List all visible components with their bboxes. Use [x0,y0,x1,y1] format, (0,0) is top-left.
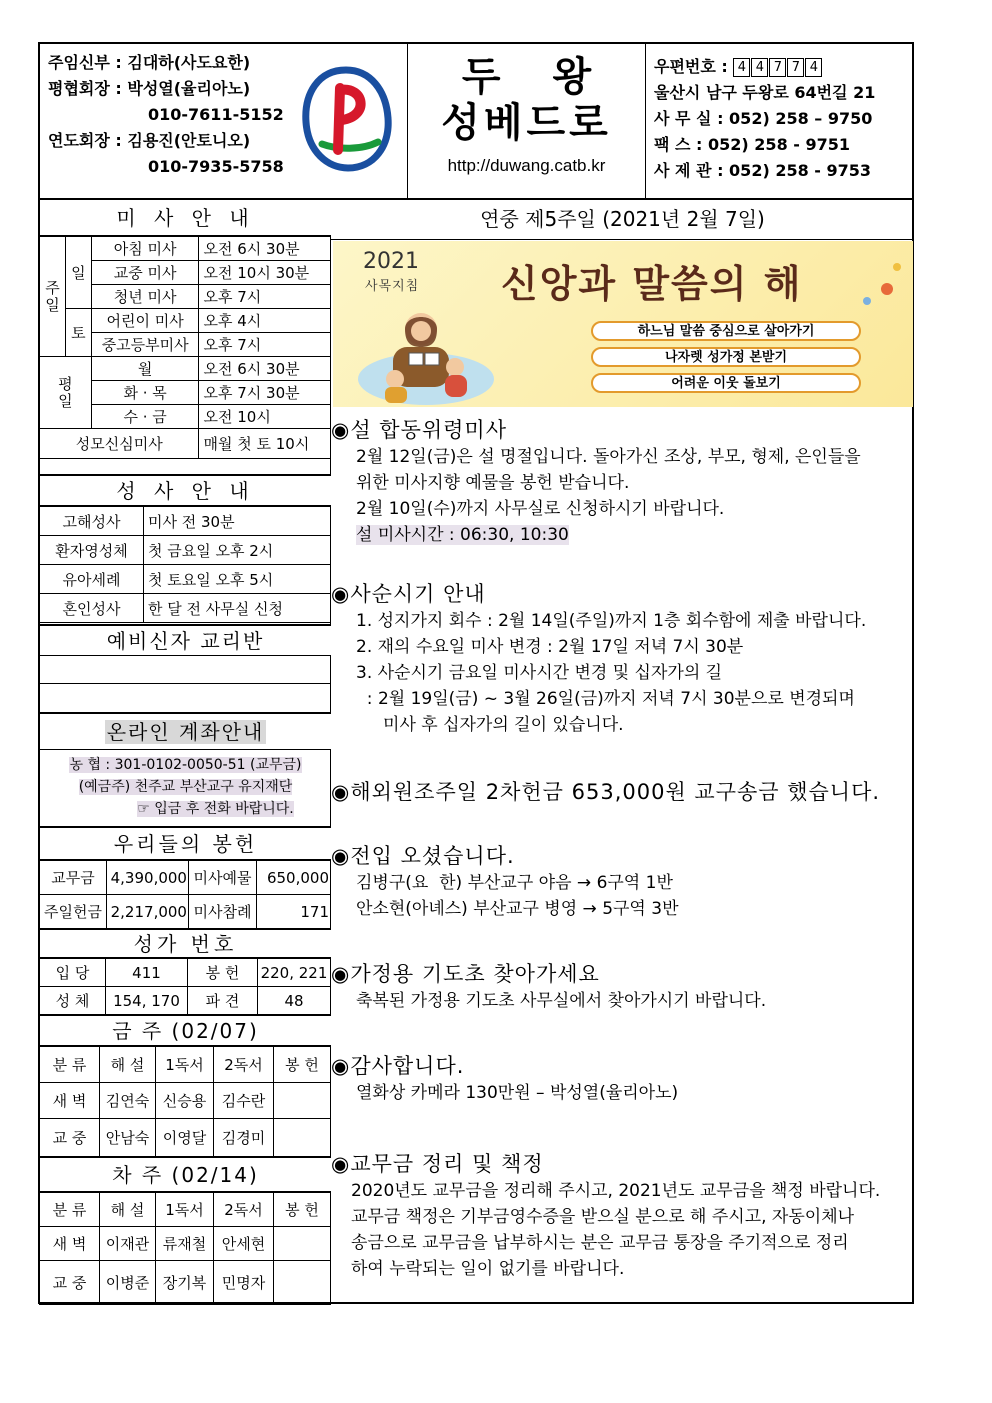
hymns-table [39,958,331,1015]
notice-new-members [331,842,914,922]
sacrament-info: 미사 전 30분 [144,507,331,536]
roster-header: 해 설 [100,1193,156,1227]
roster-cell [274,1227,331,1261]
roster-cell: 김경미 [214,1119,274,1157]
this-week-table [39,1046,331,1157]
offering-label: 미사예물 [188,861,256,895]
hymn-label: 봉 헌 [188,959,258,987]
notice-line: 위한 미사지향 예물을 봉헌 받습니다. [356,473,630,493]
yeondo-phone: 010-7935-5758 [148,157,284,176]
notice-highlight: 설 미사시간 : 06:30, 10:30 [356,525,569,545]
account-title-box [40,712,331,750]
notice-line: 2. 재의 수요일 미사 변경 : 2월 17일 저녁 7시 30분 [356,637,744,657]
notice-line: 3. 사순시기 금요일 미사시간 변경 및 십자가의 길 [356,663,723,683]
sacrament-name: 고해성사 [40,507,144,536]
roster-cell: 이재관 [100,1227,156,1261]
hymn-label: 입 당 [40,959,106,987]
sacraments-table [39,506,331,623]
sacrament-info: 첫 토요일 오후 5시 [144,565,331,594]
roster-header: 분 류 [40,1047,100,1083]
bulletin-sheet [38,42,914,1304]
roster-header: 봉 헌 [274,1193,331,1227]
offering-value: 171 [256,895,330,929]
right-column [331,198,914,1304]
catechumen-title: 예비신자 교리반 [40,624,331,656]
notice-title: ◉해외원조주일 2차헌금 653,000원 교구송금 했습니다. [331,780,881,804]
next-week-table [39,1192,331,1305]
offering-table [39,860,331,929]
mass-time: 오후 7시 30분 [199,381,331,405]
roster-cell: 안남숙 [100,1119,156,1157]
sunday-title: 연중 제5주일 (2021년 2월 7일) [331,200,914,240]
roster-header: 1독서 [156,1193,214,1227]
postal-label: 우편번호 : [654,57,728,76]
roster-cell [274,1083,331,1119]
left-column [40,198,331,1304]
banner-item: 어려운 이웃 돌보기 [591,373,861,393]
notice-title: ◉교무금 정리 및 책정 [331,1152,544,1176]
roster-cell: 안세현 [214,1227,274,1261]
mass-name: 화 · 목 [91,381,199,405]
offering-label: 교무금 [40,861,107,895]
notice-line: 하여 누락되는 일이 없기를 바랍니다. [351,1259,625,1279]
notice-overseas-aid [331,778,914,806]
roster-cell: 김수란 [214,1083,274,1119]
notice-line: 축복된 가정용 기도초 사무실에서 찾아가시기 바랍니다. [356,991,767,1011]
heart-mass-name: 성모신심미사 [40,429,199,459]
offering-label: 미사참례 [188,895,256,929]
header-contacts [40,44,408,198]
postal-digit: 7 [769,58,786,77]
notice-line: 2월 10일(수)까지 사무실로 신청하시기 바랍니다. [356,499,725,519]
heart-mass-time: 매월 첫 토 10시 [199,429,331,459]
banner-dot [863,297,871,305]
roster-cell: 새 벽 [40,1227,100,1261]
roster-cell: 교 중 [40,1119,100,1157]
roster-cell: 장기복 [156,1261,214,1305]
mass-name: 어린이 미사 [91,309,199,333]
notice-line: : 2월 19일(금) ~ 3월 26일(금)까지 저녁 7시 30분으로 변경되며 [356,689,855,709]
roster-cell: 류재철 [156,1227,214,1261]
roster-cell: 민명자 [214,1261,274,1305]
roster-cell: 이병준 [100,1261,156,1305]
fax-number: 팩 스 : 052) 258 - 9751 [654,135,851,154]
hymn-number: 411 [106,959,188,987]
pastor-line: 주임신부 : 김대하(사도요한) [48,53,251,72]
mass-name: 중고등부미사 [91,333,199,357]
mass-table [39,236,331,459]
notice-lunar-newyear [331,416,914,548]
mass-title: 미 사 안 내 [40,198,331,236]
mass-time: 오전 10시 30분 [199,261,331,285]
notice-title: ◉설 합동위령미사 [331,418,508,442]
roster-header: 2독서 [214,1193,274,1227]
postal-digit: 4 [733,58,750,77]
mass-name: 청년 미사 [91,285,199,309]
notice-dues [331,1150,914,1282]
roster-header: 해 설 [100,1047,156,1083]
banner-subtitle: 사목지침 [365,279,420,294]
roster-cell: 이영달 [156,1119,214,1157]
offering-value: 650,000 [256,861,330,895]
hymn-label: 파 견 [188,987,258,1015]
parish-logo-icon [298,64,394,176]
mass-name: 교중 미사 [91,261,199,285]
postal-digit: 4 [751,58,768,77]
notice-line: 2020년도 교무금을 정리해 주시고, 2021년도 교무금을 책정 바랍니다. [351,1181,881,1201]
sacraments-title: 성 사 안 내 [40,474,331,506]
roster-header: 봉 헌 [274,1047,331,1083]
roster-cell [274,1119,331,1157]
mass-time: 오후 7시 [199,333,331,357]
roster-header: 분 류 [40,1193,100,1227]
roster-cell [274,1261,331,1305]
notice-line: 미사 후 십자가의 길이 있습니다. [356,715,624,735]
catechumen-row-empty [40,656,331,684]
banner-item: 나자렛 성가정 본받기 [591,347,861,367]
postal-code-row [654,54,914,80]
pastoral-banner [333,241,913,407]
parish-title-line2: 성베드로 [441,100,612,146]
account-info [40,750,331,826]
notice-line: 교무금 책정은 기부금영수증을 받으실 분으로 해 주시고, 자동이체나 [351,1207,855,1227]
sacrament-name: 유아세례 [40,565,144,594]
banner-item: 하느님 말씀 중심으로 살아가기 [591,321,861,341]
notice-thanks [331,1052,914,1106]
council-phone: 010-7611-5152 [148,105,284,124]
offering-value: 4,390,000 [106,861,188,895]
rectory-phone: 사 제 관 : 052) 258 - 9753 [654,161,872,180]
notice-title: ◉가정용 기도초 찾아가세요 [331,962,600,986]
yeondo-chair-line: 연도회장 : 김용진(안토니오) [48,131,251,150]
offering-title: 우리들의 봉헌 [40,826,331,860]
mass-time: 오후 7시 [199,285,331,309]
day-label: 일 [65,237,91,309]
roster-header: 1독서 [156,1047,214,1083]
roster-cell: 김연숙 [100,1083,156,1119]
notice-line: 1. 성지가지 회수 : 2월 14일(주일)까지 1층 회수함에 제출 바랍니다. [356,611,867,631]
roster-cell: 교 중 [40,1261,100,1305]
catechumen-row-empty [40,684,331,712]
mass-time: 오전 6시 30분 [199,237,331,261]
offering-label: 주일헌금 [40,895,107,929]
notice-title: ◉사순시기 안내 [331,582,486,606]
banner-dot [881,283,893,295]
notice-title: ◉감사합니다. [331,1054,465,1078]
roster-header: 2독서 [214,1047,274,1083]
roster-cell: 신승용 [156,1083,214,1119]
postal-digit: 4 [805,58,822,77]
next-week-title: 차 주 (02/14) [40,1156,331,1192]
sacrament-name: 혼인성사 [40,594,144,623]
mass-time: 오후 4시 [199,309,331,333]
hymn-number: 154, 170 [106,987,188,1015]
mass-name: 아침 미사 [91,237,199,261]
account-title: 온라인 계좌안내 [106,720,265,744]
hymns-title: 성가 번호 [40,928,331,958]
council-chair-line: 평협회장 : 박성열(율리아노) [48,79,251,98]
sacrament-info: 첫 금요일 오후 2시 [144,536,331,565]
banner-year: 2021 [363,249,419,274]
sunday-label: 주일 [40,237,66,357]
mass-name: 월 [91,357,199,381]
notice-line: 열화상 카메라 130만원 – 박성열(율리아노) [356,1083,679,1103]
weekday-label: 평일 [40,357,92,429]
this-week-title: 금 주 (02/07) [40,1014,331,1046]
hymn-number: 220, 221 [258,959,331,987]
notice-lent [331,580,914,738]
notice-line: 송금으로 교무금을 납부하시는 분은 교무금 통장을 주기적으로 정리 [351,1233,849,1253]
sacrament-name: 환자영성체 [40,536,144,565]
notice-prayer-candle [331,960,914,1014]
parish-title-line1: 두왕 [461,54,644,100]
hymn-label: 성 체 [40,987,106,1015]
banner-headline: 신앙과 말씀의 해 [501,262,803,306]
notice-line: 2월 12일(금)은 설 명절입니다. 돌아가신 조상, 부모, 형제, 은인들을 [356,447,861,467]
notice-line: 안소현(아녜스) 부산교구 병영 → 5구역 3반 [356,899,679,919]
roster-cell: 새 벽 [40,1083,100,1119]
sacrament-info: 한 달 전 사무실 신청 [144,594,331,623]
notice-line: 김병구(요 한) 부산교구 야음 → 6구역 1반 [356,873,673,893]
office-phone: 사 무 실 : 052) 258 – 9750 [654,109,873,128]
hymn-number: 48 [258,987,331,1015]
account-note: ☞ 입금 후 전화 바랍니다. [137,801,294,817]
header-address [646,44,914,198]
banner-dot [893,263,901,271]
account-number: 농 협 : 301-0102-0050-51 (교무금) [69,757,302,773]
parish-url-link[interactable]: http://duwang.catb.kr [447,156,606,175]
holy-family-illustration-icon [351,303,501,407]
offering-value: 2,217,000 [106,895,188,929]
postal-digit: 7 [787,58,804,77]
mass-time: 오전 10시 [199,405,331,429]
mass-name: 수 · 금 [91,405,199,429]
mass-time: 오전 6시 30분 [199,357,331,381]
saturday-label: 토 [65,309,91,357]
header-title-block [408,44,646,198]
address-line: 울산시 남구 두왕로 64번길 21 [654,83,876,102]
account-holder: (예금주) 천주교 부산교구 유지재단 [78,779,293,795]
notice-title: ◉전입 오셨습니다. [331,844,515,868]
